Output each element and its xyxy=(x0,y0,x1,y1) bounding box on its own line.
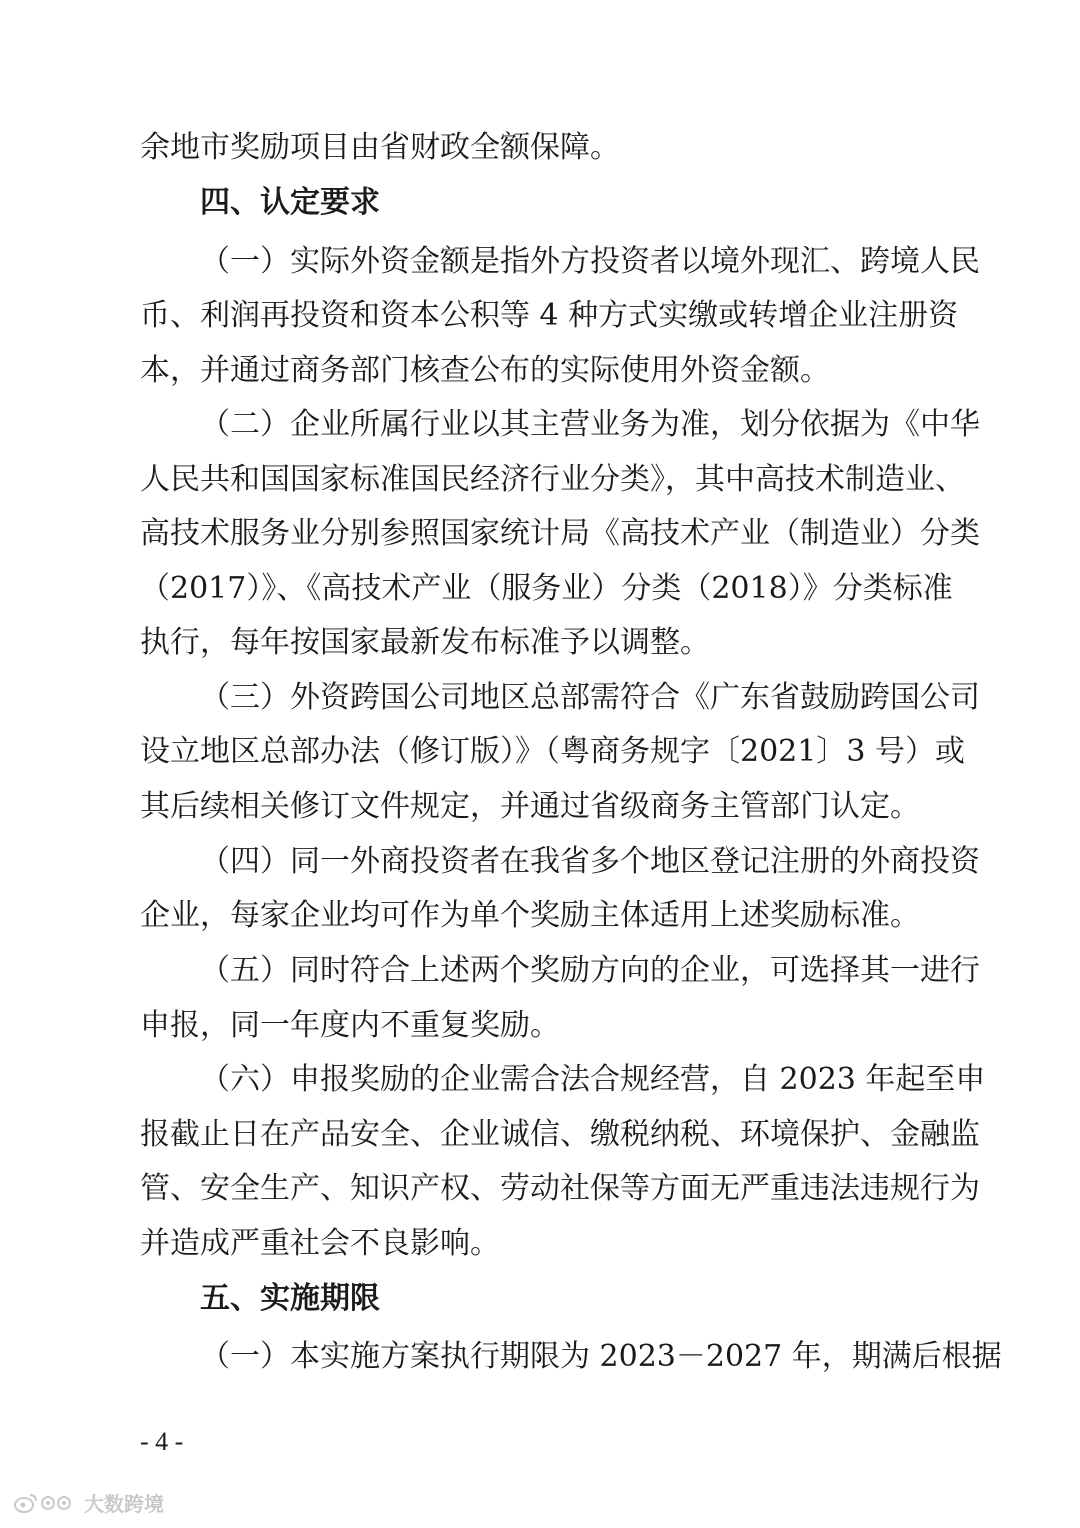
text-line: 人民共和国国家标准国民经济行业分类》，其中高技术制造业、 xyxy=(140,462,965,497)
text-line: 并造成严重社会不良影响。 xyxy=(140,1226,500,1261)
text-line: （一）本实施方案执行期限为 2023－2027 年，期满后根据 xyxy=(200,1339,1002,1374)
text-line: 高技术服务业分别参照国家统计局《高技术产业（制造业）分类 xyxy=(140,516,980,551)
text-line: 设立地区总部办法（修订版）》（粤商务规字〔2021〕3 号）或 xyxy=(140,734,965,769)
text-line: 其后续相关修订文件规定，并通过省级商务主管部门认定。 xyxy=(140,789,920,824)
text-line: （五）同时符合上述两个奖励方向的企业，可选择其一进行 xyxy=(200,953,980,988)
text-line: 报截止日在产品安全、企业诚信、缴税纳税、环境保护、金融监 xyxy=(140,1117,980,1152)
text-line: 币、利润再投资和资本公积等 4 种方式实缴或转增企业注册资 xyxy=(140,298,959,333)
text-line: （三）外资跨国公司地区总部需符合《广东省鼓励跨国公司 xyxy=(200,680,980,715)
text-line: 企业，每家企业均可作为单个奖励主体适用上述奖励标准。 xyxy=(140,898,920,933)
page-number: - 4 - xyxy=(140,1427,184,1456)
section-heading: 四、认定要求 xyxy=(200,185,380,220)
watermark-text: 大数跨境 xyxy=(84,1492,164,1516)
text-line: 余地市奖励项目由省财政全额保障。 xyxy=(140,130,620,165)
text-line: （2017）》、《高技术产业（服务业）分类（2018）》分类标准 xyxy=(140,571,953,606)
text-line: （四）同一外商投资者在我省多个地区登记注册的外商投资 xyxy=(200,844,980,879)
text-line: 执行，每年按国家最新发布标准予以调整。 xyxy=(140,625,710,660)
text-line: （二）企业所属行业以其主营业务为准，划分依据为《中华 xyxy=(200,407,980,442)
watermark xyxy=(12,1488,164,1517)
section-heading: 五、实施期限 xyxy=(200,1281,380,1316)
text-line: 管、安全生产、知识产权、劳动社保等方面无严重违法违规行为 xyxy=(140,1171,980,1206)
weibo-logo-icon xyxy=(12,1491,78,1515)
text-line: 本，并通过商务部门核查公布的实际使用外资金额。 xyxy=(140,353,830,388)
text-line: （一）实际外资金额是指外方投资者以境外现汇、跨境人民 xyxy=(200,244,980,279)
text-line: （六）申报奖励的企业需合法合规经营，自 2023 年起至申 xyxy=(200,1062,986,1097)
text-line: 申报，同一年度内不重复奖励。 xyxy=(140,1008,560,1043)
